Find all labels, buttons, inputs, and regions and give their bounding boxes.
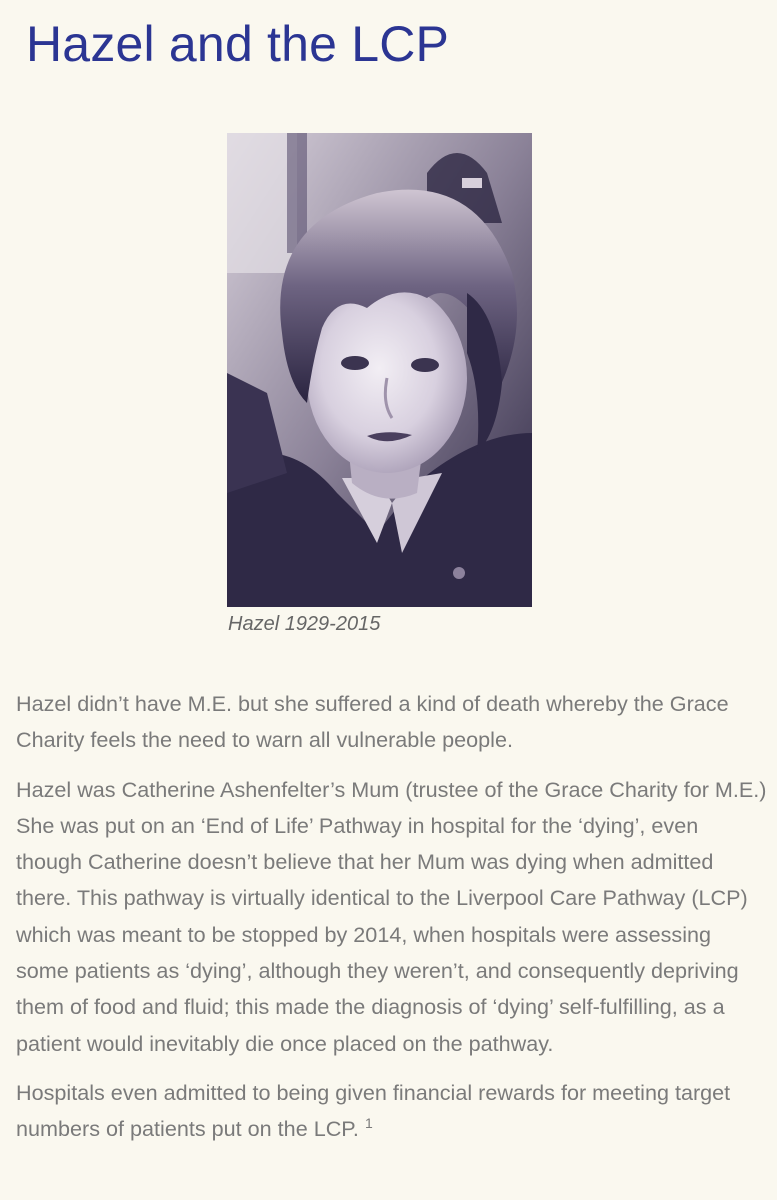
page-title: Hazel and the LCP <box>26 16 450 72</box>
paragraph-financial-rewards-text: Hospitals even admitted to being given financial rewards for meeting target numbers of patients put on the LCP. <box>16 1079 731 1142</box>
paragraph-background: Hazel was Catherine Ashenfelter’s Mum (trustee of the Grace Charity for M.E.) She was put on an ‘End of Life’ Pathway in hospital for the ‘dying’, even though Catherine doesn’t believe that her Mum was dying when admitted there. This pathway is virtually identical to the Liverpool Care Pathway (LCP) which was meant to be stopped by 2014, when hospitals were assessing some patients as ‘dying’, although they weren’t, and consequently depriving them of food and fluid; this made the diagnosis of ‘dying’ self-fulfilling, as a patient would inevitably die once placed on the pathway. <box>16 776 767 1056</box>
footnote-link[interactable]: 1 <box>364 1115 373 1132</box>
article-body <box>16 686 768 1161</box>
paragraph-intro: Hazel didn’t have M.E. but she suffered a kind of death whereby the Grace Charity feels the need to warn all vulnerable people. <box>16 691 729 753</box>
photo-caption: Hazel 1929-2015 <box>228 613 381 635</box>
hazel-portrait-photo <box>227 133 532 607</box>
paragraph-financial-rewards <box>16 1075 768 1148</box>
